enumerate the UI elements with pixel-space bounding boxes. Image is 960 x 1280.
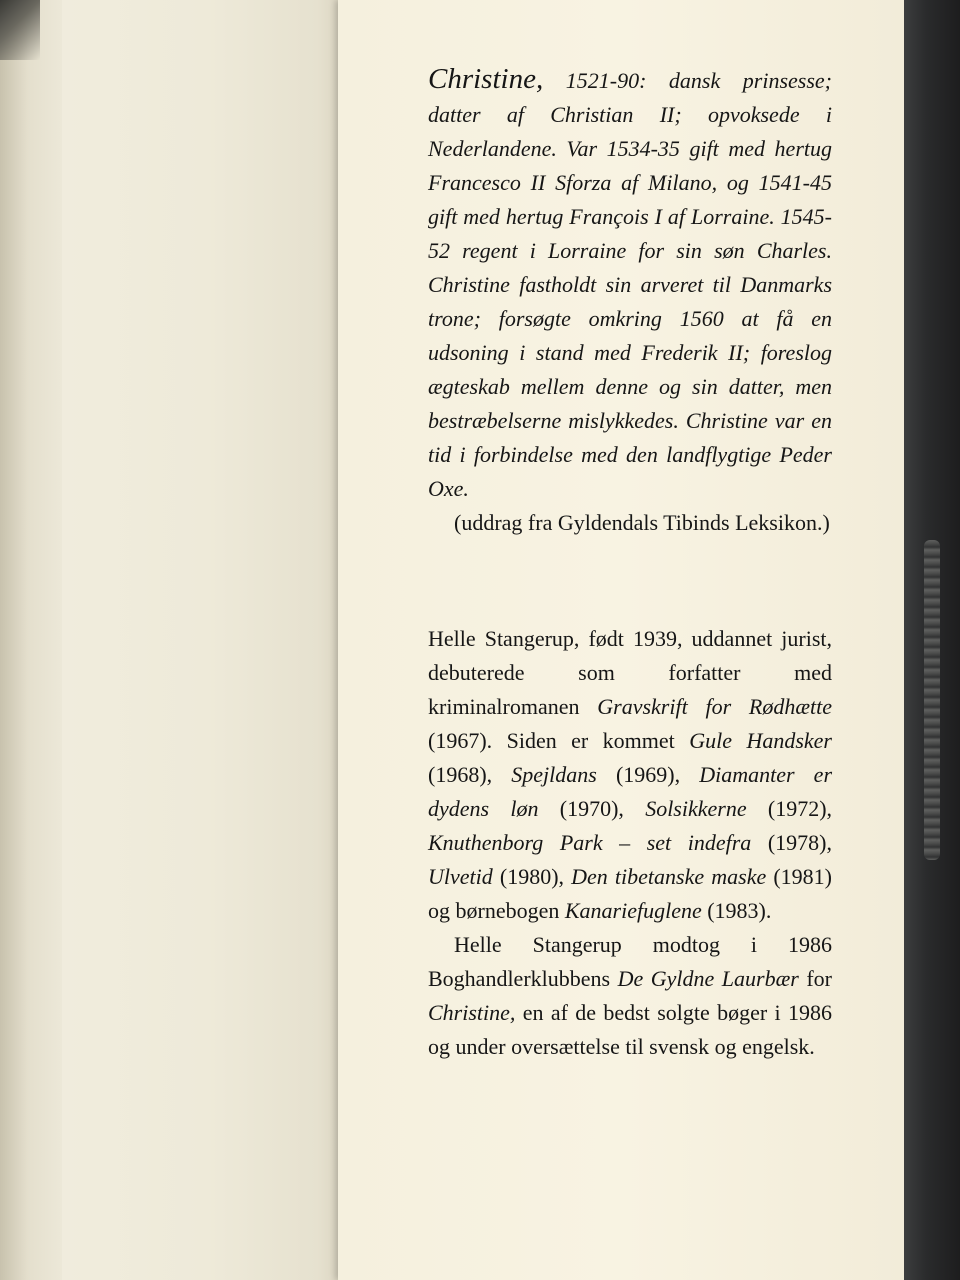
bio-text: for — [798, 966, 832, 991]
bio-text: (1981) og børnebogen — [428, 864, 832, 923]
book-title: Ulvetid — [428, 864, 493, 889]
bio-text: (1970), — [538, 796, 646, 821]
entry-text: 1521-90: dansk prinsesse; datter af Christian II; opvoksede i Nederlandene. Var 1534-35 gift med hertug Francesco II Sforza af Milano, og 1541-45 gift med hertug François I af Lorraine. 1545-52 regent i Lorraine for sin søn Charles. Christine fastholdt sin arveret til Danmarks trone; forsøgte omkring 1560 at få en udsoning i stand med Frederik II; foreslog ægteskab mellem denne og sin datter, men bestræbelserne mislykkedes. Christine var en tid i forbindelse med den landflygtige Peder Oxe. — [428, 68, 832, 501]
author-bio — [428, 622, 832, 928]
left-page — [0, 0, 345, 1280]
book-title: Den tibetanske maske — [571, 864, 767, 889]
bio-text: (1968), — [428, 762, 512, 787]
lexicon-entry — [428, 62, 832, 506]
book-title: Christine, — [428, 1000, 516, 1025]
spacer — [428, 540, 832, 622]
corner-shadow — [0, 0, 40, 60]
bio-text: (1969), — [596, 762, 700, 787]
book-title: Knuthenborg Park – set indefra — [428, 830, 752, 855]
book-title: Gravskrift for Rødhætte — [597, 694, 832, 719]
book-title: Diamanter er dydens løn — [428, 762, 833, 821]
book-title: Spejldans — [511, 762, 597, 787]
award-title: De Gyldne Laurbær — [617, 966, 799, 991]
book-title: Solsikkerne — [645, 796, 747, 821]
entry-name: Christine, — [428, 63, 544, 95]
bio-text: (1978), — [751, 830, 832, 855]
page-edge — [0, 0, 62, 1280]
bio-text: Helle Stangerup, født 1939, uddannet jurist, debuterede som forfatter med kriminalromanen — [428, 626, 832, 719]
bio-text: (1967). Siden er kommet — [428, 728, 690, 753]
bio-text: Helle Stangerup modtog i 1986 Boghandlerklubbens — [428, 932, 832, 991]
book-title: Gule Handsker — [689, 728, 832, 753]
entry-source: (uddrag fra Gyldendals Tibinds Leksikon.) — [454, 510, 830, 535]
book-spine — [904, 0, 960, 1280]
book-title: Kanariefuglene — [564, 898, 702, 923]
spine-wear — [924, 540, 940, 860]
bio-text: (1983). — [701, 898, 772, 923]
bio-text: (1972), — [746, 796, 833, 821]
bio-text: (1980), — [492, 864, 572, 889]
award-paragraph — [428, 928, 832, 1064]
flap-text — [428, 62, 832, 1064]
bio-text: en af de bedst solgte bøger i 1986 og under oversættelse til svensk og engelsk. — [428, 1000, 832, 1059]
